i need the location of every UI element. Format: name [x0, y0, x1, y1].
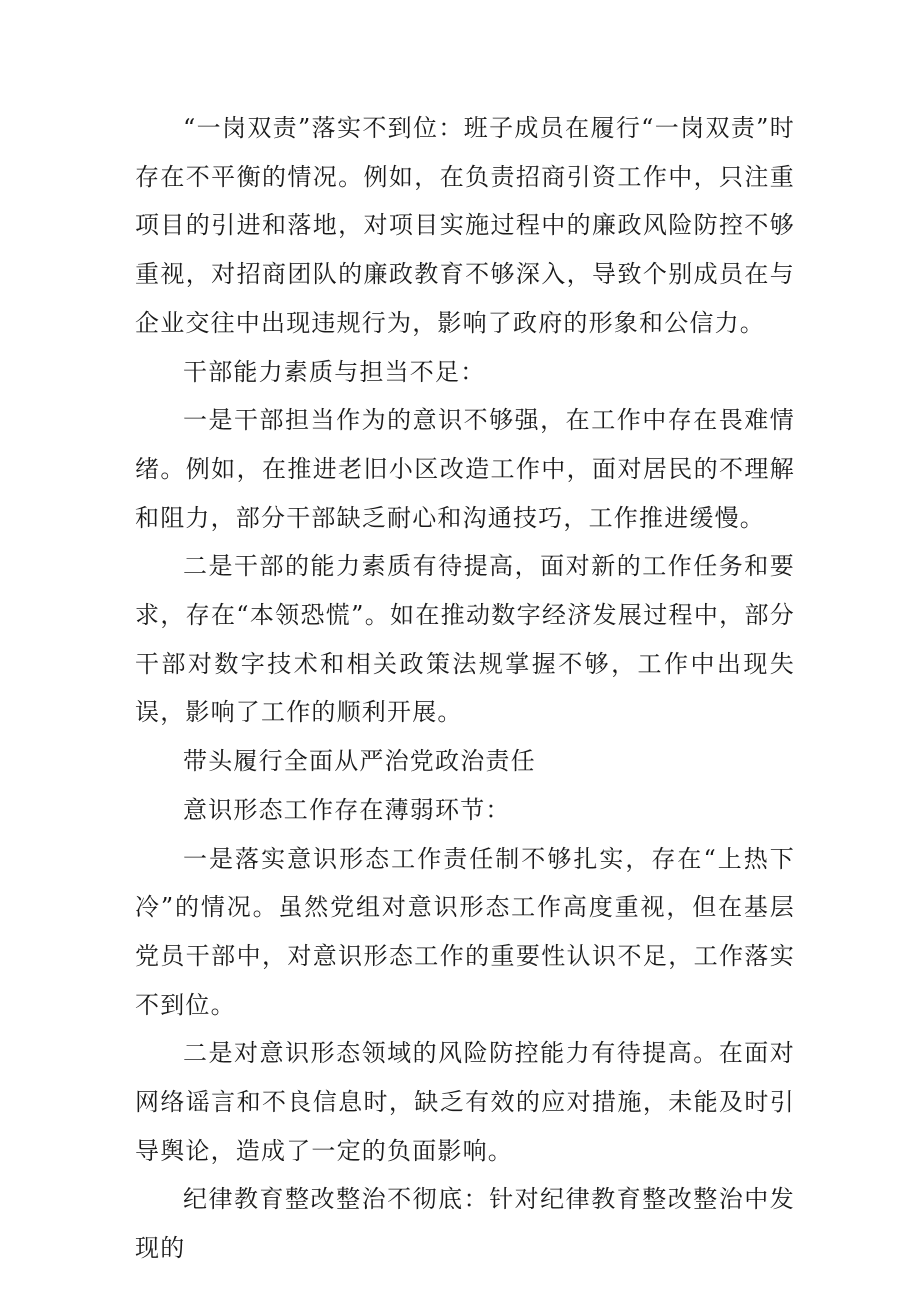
- paragraph-discipline-education: 纪律教育整改整治不彻底：针对纪律教育整改整治中发现的: [135, 1185, 795, 1263]
- paragraph-ideology-heading: 意识形态工作存在薄弱环节：: [183, 795, 511, 824]
- paragraph-cadre-responsibility: 一是干部担当作为的意识不够强，在工作中存在畏难情绪。例如，在推进老旧小区改造工作中，面对居民的不理解和阻力，部分干部缺乏耐心和沟通技巧，工作推进缓慢。: [135, 406, 795, 532]
- paragraph-ideology-responsibility: 一是落实意识形态工作责任制不够扎实，存在“上热下冷”的情况。虽然党组对意识形态工作高度重视，但在基层党员干部中，对意识形态工作的重要性认识不足，工作落实不到位。: [135, 844, 795, 1019]
- document-body: [135, 104, 795, 1273]
- paragraph-cadre-ability-heading: 干部能力素质与担当不足：: [183, 357, 486, 386]
- paragraph-cadre-competence: 二是干部的能力素质有待提高，面对新的工作任务和要求，存在“本领恐慌”。如在推动数字经济发展过程中，部分干部对数字技术和相关政策法规掌握不够，工作中出现失误，影响了工作的顺利开展。: [135, 552, 795, 727]
- paragraph-yigang-shuangze: “一岗双责”落实不到位：班子成员在履行“一岗双责”时存在不平衡的情况。例如，在负责招商引资工作中，只注重项目的引进和落地，对项目实施过程中的廉政风险防控不够重视，对招商团队的廉政教育不够深入，导致个别成员在与企业交往中出现违规行为，影响了政府的形象和公信力。: [135, 114, 795, 337]
- paragraph-ideology-risk: 二是对意识形态领域的风险防控能力有待提高。在面对网络谣言和不良信息时，缺乏有效的应对措施，未能及时引导舆论，造成了一定的负面影响。: [135, 1039, 795, 1165]
- paragraph-party-governance-heading: 带头履行全面从严治党政治责任: [183, 747, 536, 776]
